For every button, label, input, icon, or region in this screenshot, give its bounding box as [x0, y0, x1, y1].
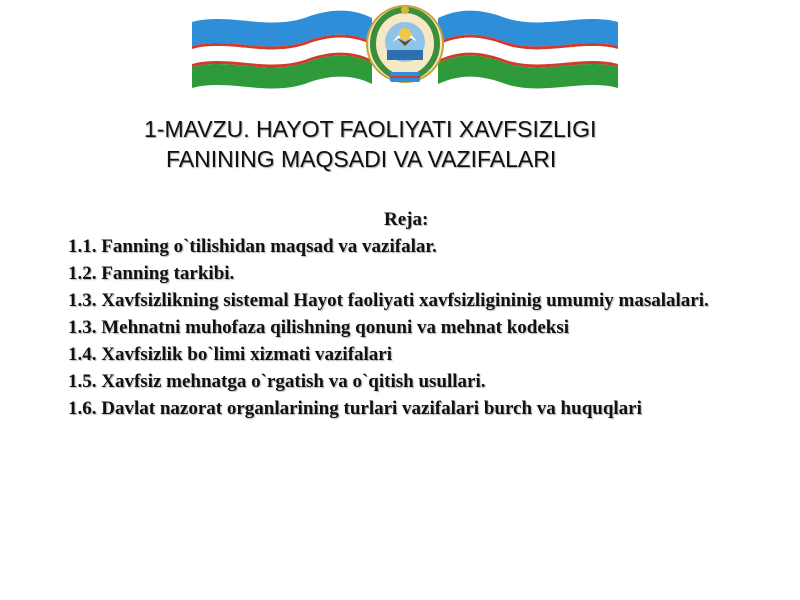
flag-right	[438, 11, 618, 89]
plan-item: 1.5. Xavfsiz mehnatga o`rgatish va o`qitish usullari.	[68, 371, 486, 392]
plan-item: 1.2. Fanning tarkibi.	[68, 263, 235, 284]
title-line-1: 1-MAVZU. HAYOT FAOLIYATI XAVFSIZLIGI	[144, 116, 597, 142]
state-emblem-icon	[367, 6, 443, 82]
plan-heading: Reja:	[384, 209, 429, 230]
page-title	[0, 114, 800, 174]
plan-item: 1.3. Mehnatni muhofaza qilishning qonuni va mehnat kodeksi	[68, 317, 569, 338]
flag-left	[192, 11, 372, 89]
plan-item: 1.6. Davlat nazorat organlarining turlari vazifalari burch va huquqlari	[68, 398, 642, 419]
plan-item: 1.4. Xavfsizlik bo`limi xizmati vazifalari	[68, 344, 393, 365]
plan-item: 1.3. Xavfsizlikning sistemal Hayot faoliyati xavfsizligininig umumiy masalalari.	[68, 290, 709, 311]
title-line-2: FANINING MAQSADI VA VAZIFALARI	[166, 146, 557, 172]
plan-list	[28, 233, 788, 422]
plan-item: 1.1. Fanning o`tilishidan maqsad va vazifalar.	[68, 236, 437, 257]
flag-emblem-banner	[190, 2, 620, 94]
